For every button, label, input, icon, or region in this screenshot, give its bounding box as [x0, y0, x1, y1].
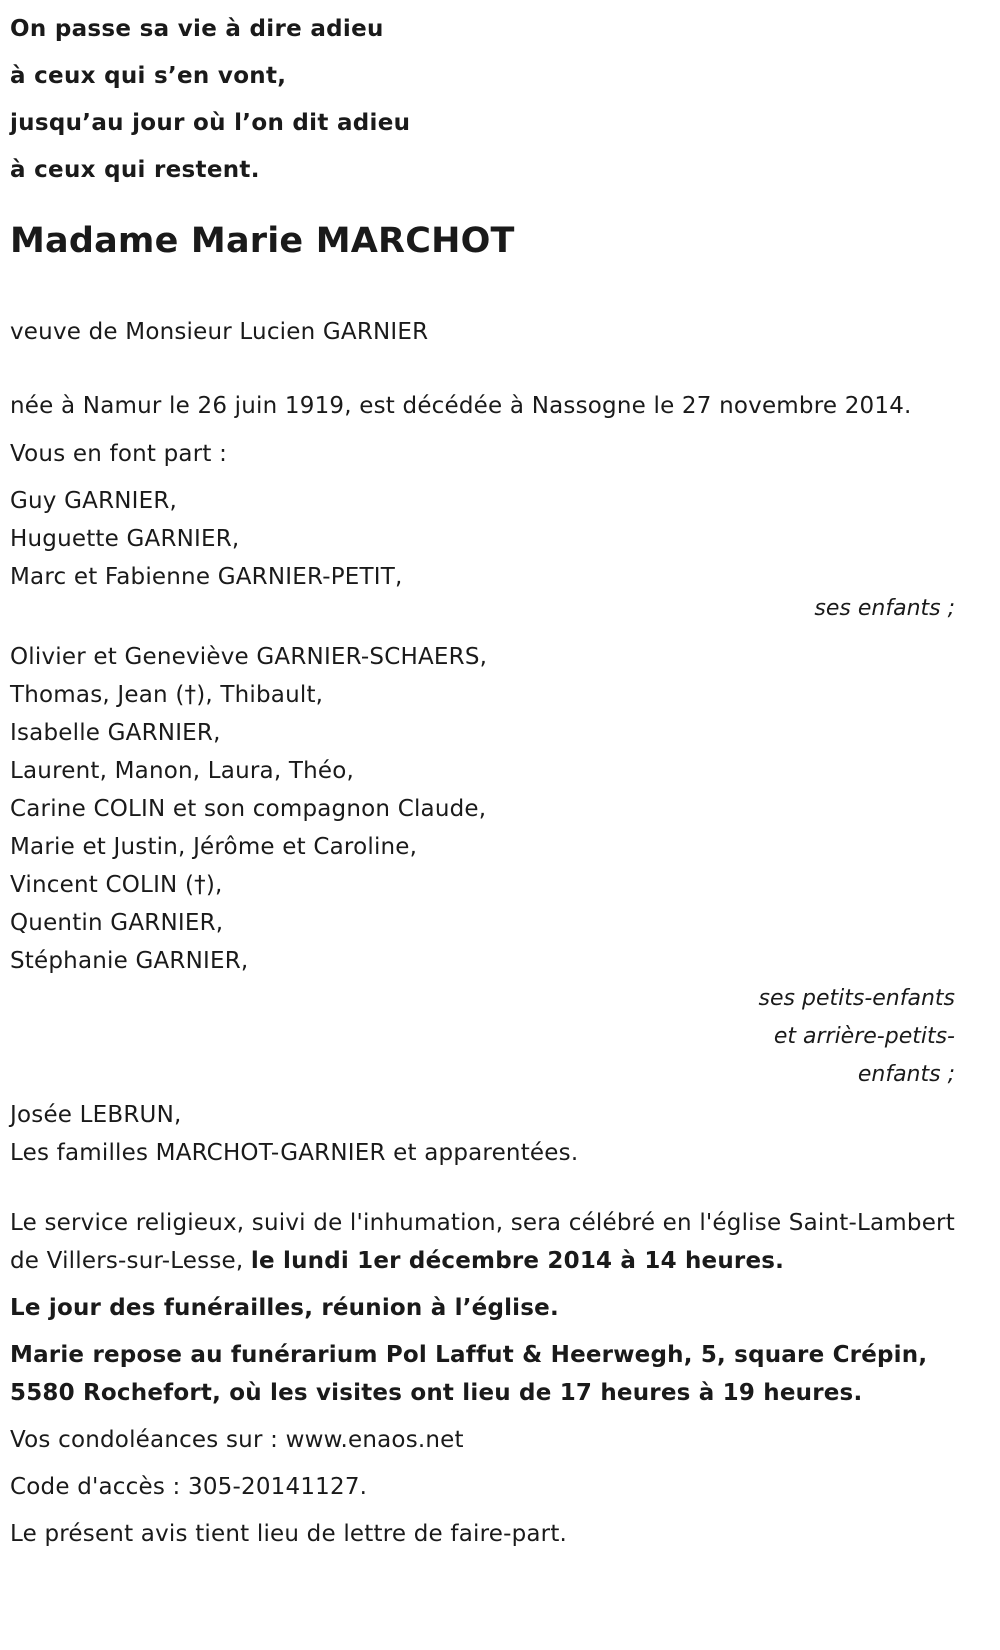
role-line: et arrière-petits-: [773, 1024, 955, 1049]
poem-line: à ceux qui s’en vont,: [10, 63, 287, 89]
notice: Le présent avis tient lieu de lettre de faire-part.: [10, 1521, 568, 1547]
children-role: ses enfants ;: [814, 596, 955, 621]
service-info: [10, 1204, 955, 1280]
children-list: [10, 482, 955, 596]
list-item: Josée LEBRUN,: [10, 1102, 182, 1128]
list-item: Huguette GARNIER,: [10, 526, 240, 552]
service-text: Le service religieux, suivi de l'inhumation, sera célébré en l'église Saint-Lambert de Villers-sur-Lesse,: [10, 1210, 955, 1274]
poem-line: à ceux qui restent.: [10, 157, 260, 183]
grandchildren-role: [715, 980, 955, 1094]
list-item: Quentin GARNIER,: [10, 910, 224, 936]
list-item: Isabelle GARNIER,: [10, 720, 221, 746]
list-item: Thomas, Jean (†), Thibault,: [10, 682, 324, 708]
role-line: enfants ;: [857, 1062, 955, 1087]
access-code: Code d'accès : 305-20141127.: [10, 1474, 368, 1500]
list-item: Olivier et Geneviève GARNIER-SCHAERS,: [10, 644, 488, 670]
poem-line: jusqu’au jour où l’on dit adieu: [10, 110, 411, 136]
condolences: Vos condoléances sur : www.enaos.net: [10, 1427, 464, 1453]
rest-place: Marie repose au funérarium Pol Laffut & Heerwegh, 5, square Crépin, 5580 Rochefort, où les visites ont lieu de 17 heures à 19 heures.: [10, 1342, 928, 1406]
birth-death: née à Namur le 26 juin 1919, est décédée à Nassogne le 27 novembre 2014.: [10, 393, 912, 419]
poem-line: On passe sa vie à dire adieu: [10, 16, 384, 42]
list-item: Marie et Justin, Jérôme et Caroline,: [10, 834, 418, 860]
widow-of: veuve de Monsieur Lucien GARNIER: [10, 319, 429, 345]
list-item: Les familles MARCHOT-GARNIER et apparentées.: [10, 1140, 579, 1166]
list-item: Stéphanie GARNIER,: [10, 948, 249, 974]
list-item: Guy GARNIER,: [10, 488, 178, 514]
grandchildren-list: [10, 638, 955, 980]
funeral-meeting: Le jour des funérailles, réunion à l’église.: [10, 1295, 559, 1321]
others-list: [10, 1096, 955, 1172]
list-item: Laurent, Manon, Laura, Théo,: [10, 758, 355, 784]
list-item: Vincent COLIN (†),: [10, 872, 223, 898]
service-date: le lundi 1er décembre 2014 à 14 heures.: [250, 1248, 785, 1274]
obituary-notice: [10, 0, 955, 1553]
role-line: ses petits-enfants: [758, 986, 955, 1011]
deceased-name: Madame Marie MARCHOT: [10, 221, 515, 261]
poem: [10, 0, 955, 194]
list-item: Carine COLIN et son compagnon Claude,: [10, 796, 487, 822]
announce: Vous en font part :: [10, 441, 228, 467]
list-item: Marc et Fabienne GARNIER-PETIT,: [10, 564, 403, 590]
